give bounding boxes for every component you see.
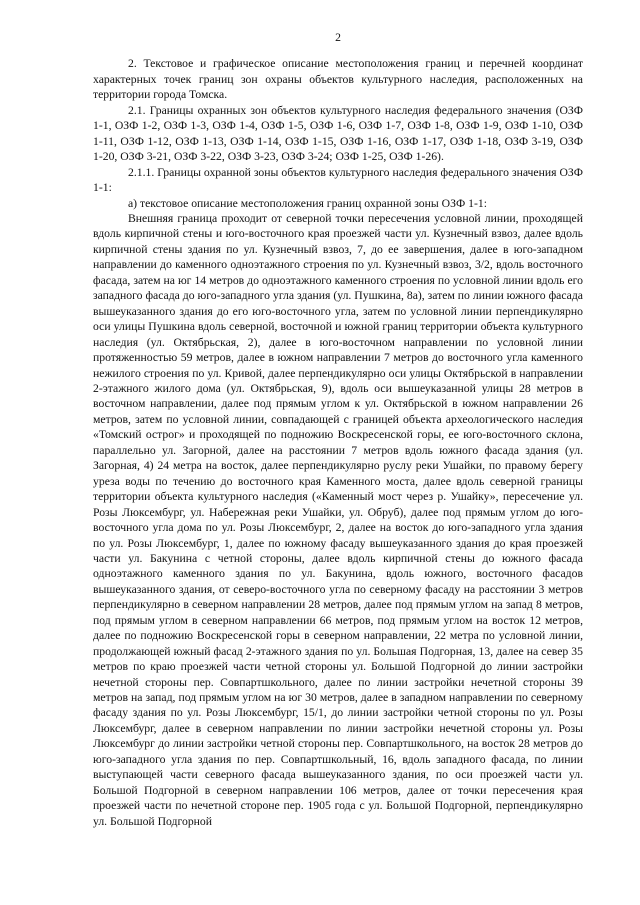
section-heading-2-1-1: 2.1.1. Границы охранной зоны объектов культурного наследия федерального значения ОЗФ 1-1:	[93, 165, 583, 195]
boundary-description: Внешняя граница проходит от северной точки пересечения условной линии, проходящей вдоль кирпичной стены и юго-восточного края проезжей части ул. Кузнечный взвоз, далее вдоль кирпичной стены здания по ул. Кузнечный взвоз, 7, до ее завершения, далее в юго-западном направлении до каменного одноэтажного строения по ул. Кузнечный взвоз, 3/2, вдоль восточного фасада, затем на юг 14 метров до одноэтажного каменного строения по условной линии вдоль его западного фасада до юго-западного угла здания (ул. Пушкина, 8а), затем по линии южного фасада вышеуказанного здания до его юго-восточного угла, затем по условной линии перпендикулярно оси улицы Пушкина вдоль северной, восточной и южной границ территории объекта культурного наследия (ул. Октябрьская, 2), далее в юго-восточном направлении по условной линии протяженностью 59 метров, далее в южном направлении 7 метров до восточного угла каменного нежилого строения по ул. Кривой, далее перпендикулярно оси улицы Октябрьской в направлении 2-этажного жилого дома (ул. Октябрьская, 9), вдоль оси вышеуказанной улицы 28 метров в восточном направлении, далее под прямым углом к ул. Октябрьской в южном направлении 26 метров, затем по условной линии, совпадающей с границей объекта археологического наследия «Томский острог» и проходящей по подножию Воскресенской горы, ее юго-восточного склона, параллельно ул. Загорной, далее на расстоянии 7 метров вдоль южного фасада здания (ул. Загорная, 4) 24 метра на восток, далее перпендикулярно руслу реки Ушайки, по правому берегу уреза воды по течению до восточного края Каменного моста, далее вдоль северной границы территории объекта культурного наследия («Каменный мост через р. Ушайку», пересечение ул. Розы Люксембург, ул. Набережная реки Ушайки, ул. Обруб), далее под прямым углом до юго-восточного угла дома по ул. Розы Люксембург, 2, далее на восток до юго-западного угла здания по ул. Розы Люксембург, 1, далее по южному фасаду вышеуказанного здания до края проезжей части ул. Бакунина с четной стороны, далее вдоль кирпичной стены до южного фасада одноэтажного каменного здания по ул. Бакунина, вдоль южного, восточного фасадов вышеуказанного здания, от северо-восточного угла по северному фасаду на расстоянии 3 метров перпендикулярно в северном направлении 28 метров, далее под прямым углом на запад 8 метров, под прямым углом в северном направлении 66 метров, под прямым углом на восток 12 метров, далее по подножию Воскресенской горы в северном направлении, 22 метра по условной линии, продолжающей южный фасад 2-этажного здания по ул. Большая Подгорная, 13, далее на север 35 метров по краю проезжей части четной стороны ул. Большой Подгорной до линии застройки нечетной стороны пер. Совпартшкольного, далее по линии застройки нечетной стороны 39 метров на запад, под прямым углом на юг 30 метров, далее в западном направлении по северному фасаду здания по ул. Розы Люксембург, 15/1, до линии застройки четной стороны по ул. Розы Люксембург, далее в северном направлении по линии застройки нечетной стороны ул. Розы Люксембург до линии застройки четной стороны пер. Совпартшкольного, на восток 28 метров до юго-западного угла здания по пер. Совпартшкольный, 16, вдоль западного фасада, по линии выступающей части северного фасада вышеуказанного здания, по оси проезжей части ул. Большой Подгорной в северном направлении 106 метров, далее от точки пересечения края проезжей части по нечетной стороне пер. 1905 года с ул. Большой Подгорной, перпендикулярно ул. Большой Подгорной	[93, 211, 583, 828]
page-number: 2	[335, 31, 341, 44]
section-heading-2-1: 2.1. Границы охранных зон объектов культурного наследия федерального значения (ОЗФ 1-1, ОЗФ 1-2, ОЗФ 1-3, ОЗФ 1-4, ОЗФ 1-5, ОЗФ 1-6, ОЗФ 1-7, ОЗФ 1-8, ОЗФ 1-9, ОЗФ 1-10, ОЗФ 1-11, ОЗФ 1-12, ОЗФ 1-13, ОЗФ 1-14, ОЗФ 1-15, ОЗФ 1-16, ОЗФ 1-17, ОЗФ 1-18, ОЗФ 3-19, ОЗФ 1-20, ОЗФ 3-21, ОЗФ 3-22, ОЗФ 3-23, ОЗФ 3-24; ОЗФ 1-25, ОЗФ 1-26).	[93, 103, 583, 164]
section-heading-2: 2. Текстовое и графическое описание местоположения границ и перечней координат характерных точек границ зон охраны объектов культурного наследия, расположенных на территории города Томска.	[93, 57, 583, 102]
subsection-a-heading: а) текстовое описание местоположения границ охранной зоны ОЗФ 1-1:	[128, 196, 487, 210]
